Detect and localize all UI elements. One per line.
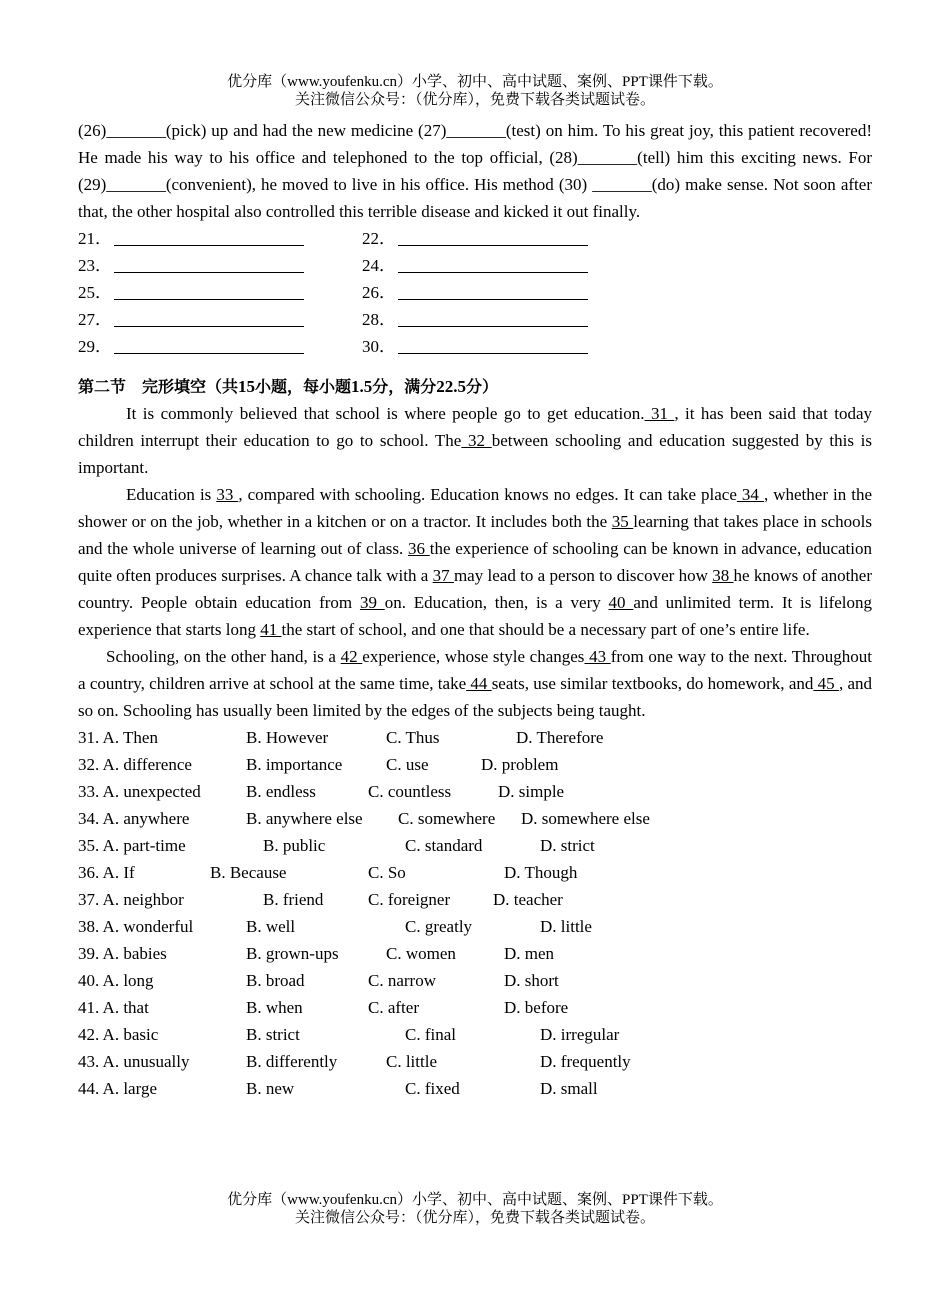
option-b: B. Because bbox=[210, 863, 287, 882]
blank-37: 37 bbox=[432, 566, 454, 585]
option-a: 41. A. that bbox=[78, 998, 149, 1017]
answer-row bbox=[78, 225, 872, 252]
answer-blank bbox=[114, 333, 304, 354]
option-b: B. friend bbox=[263, 890, 324, 909]
blank-43: 43 bbox=[584, 647, 611, 666]
answer-number: 21． bbox=[78, 229, 112, 248]
answer-number: 23． bbox=[78, 256, 112, 275]
header-line-1: 优分库（www.youfenku.cn）小学、初中、高中试题、案例、PPT课件下载。 bbox=[227, 74, 723, 90]
option-row bbox=[78, 859, 872, 886]
option-d: D. before bbox=[504, 998, 569, 1017]
option-b: B. grown-ups bbox=[246, 944, 339, 963]
answer-blank bbox=[398, 225, 588, 246]
option-c: C. narrow bbox=[368, 971, 436, 990]
answer-number: 24． bbox=[362, 256, 396, 275]
answer-blank bbox=[398, 306, 588, 327]
blank-31: 31 bbox=[644, 404, 675, 423]
option-a: 38. A. wonderful bbox=[78, 917, 194, 936]
option-b: B. differently bbox=[246, 1052, 338, 1071]
option-d: D. problem bbox=[481, 755, 559, 774]
option-c: C. countless bbox=[368, 782, 452, 801]
option-b: B. new bbox=[246, 1079, 295, 1098]
answer-blank bbox=[114, 225, 304, 246]
option-row bbox=[78, 886, 872, 913]
option-c: C. foreigner bbox=[368, 890, 451, 909]
option-row bbox=[78, 1048, 872, 1075]
option-c: C. greatly bbox=[405, 917, 473, 936]
cloze-paragraph-2: Education is 33 , compared with schooling. Education knows no edges. It can take place 34 , whether in the shower or on the job, whether in a kitchen or on a tractor. It includes both the 35 learning that takes place in schools and the whole universe of learning out of class. 36 the experience of schooling can be known in advance, education quite often produces surprises. A chance talk with a 37 may lead to a person to discover how 38 he knows of another country. People obtain education from 39 on. Education, then, is a very 40 and unlimited term. It is lifelong experience that starts long 41 the start of school, and one that should be a necessary part of one’s entire life. bbox=[78, 485, 873, 639]
option-c: C. use bbox=[386, 755, 429, 774]
option-d: D. Therefore bbox=[516, 728, 604, 747]
answer-blank bbox=[114, 279, 304, 300]
blank-34: 34 bbox=[736, 485, 764, 504]
option-c: C. So bbox=[368, 863, 406, 882]
option-row bbox=[78, 1021, 872, 1048]
option-b: B. strict bbox=[246, 1025, 300, 1044]
option-d: D. little bbox=[540, 917, 592, 936]
answer-number: 25． bbox=[78, 283, 112, 302]
footer-line-2: 关注微信公众号：（优分库），免费下载各类试题试卷。 bbox=[294, 1210, 655, 1226]
option-b: B. when bbox=[246, 998, 303, 1017]
option-b: B. endless bbox=[246, 782, 316, 801]
option-c: C. standard bbox=[405, 836, 483, 855]
option-c: C. little bbox=[386, 1052, 437, 1071]
option-row bbox=[78, 805, 872, 832]
option-a: 32. A. difference bbox=[78, 755, 192, 774]
option-d: D. Though bbox=[504, 863, 578, 882]
option-b: B. anywhere else bbox=[246, 809, 363, 828]
option-a: 36. A. If bbox=[78, 863, 135, 882]
option-row bbox=[78, 832, 872, 859]
header-line-2: 关注微信公众号：（优分库），免费下载各类试题试卷。 bbox=[294, 92, 655, 108]
answer-blank bbox=[398, 252, 588, 273]
option-a: 42. A. basic bbox=[78, 1025, 159, 1044]
option-c: C. somewhere bbox=[398, 809, 496, 828]
option-row bbox=[78, 778, 872, 805]
grammar-paragraph: (26)_______(pick) up and had the new medicine (27)_______(test) on him. To his great joy, this patient recovered! He made his way to his office and telephoned to the top official, (28)_______(tell) him this exciting news. For (29)_______(convenient), he moved to live in his office. His method (30) _______(do) make sense. Not soon after that, the other hospital also controlled this terrible disease and kicked it out finally. bbox=[78, 121, 872, 221]
option-row bbox=[78, 751, 872, 778]
option-c: C. after bbox=[368, 998, 419, 1017]
answer-number: 26． bbox=[362, 283, 396, 302]
option-d: D. irregular bbox=[540, 1025, 620, 1044]
answer-blank bbox=[398, 279, 588, 300]
option-a: 31. A. Then bbox=[78, 728, 158, 747]
option-b: B. well bbox=[246, 917, 296, 936]
option-a: 33. A. unexpected bbox=[78, 782, 201, 801]
option-a: 34. A. anywhere bbox=[78, 809, 190, 828]
page-footer bbox=[0, 1191, 950, 1227]
option-d: D. teacher bbox=[493, 890, 563, 909]
blank-44: 44 bbox=[466, 674, 492, 693]
answer-grid bbox=[78, 225, 872, 360]
option-a: 43. A. unusually bbox=[78, 1052, 190, 1071]
answer-number: 29． bbox=[78, 337, 112, 356]
option-c: C. fixed bbox=[405, 1079, 460, 1098]
blank-33: 33 bbox=[216, 485, 239, 504]
option-a: 35. A. part-time bbox=[78, 836, 186, 855]
option-b: B. broad bbox=[246, 971, 305, 990]
answer-number: 30． bbox=[362, 337, 396, 356]
blank-41: 41 bbox=[260, 620, 282, 639]
answer-blank bbox=[398, 333, 588, 354]
blank-32: 32 bbox=[461, 431, 492, 450]
option-c: C. women bbox=[386, 944, 456, 963]
option-d: D. simple bbox=[498, 782, 565, 801]
answer-row bbox=[78, 306, 872, 333]
option-row bbox=[78, 940, 872, 967]
option-row bbox=[78, 1075, 872, 1102]
cloze-paragraph-3: Schooling, on the other hand, is a 42 experience, whose style changes 43 from one way to the next. Throughout a country, children arrive at school at the same time, take 44 seats, use similar textbooks, do homework, and 45 , and so on. Schooling has usually been limited by the edges of the subjects being taught. bbox=[78, 647, 873, 720]
option-c: C. Thus bbox=[386, 728, 440, 747]
blank-40: 40 bbox=[608, 593, 634, 612]
option-a: 37. A. neighbor bbox=[78, 890, 184, 909]
blank-42: 42 bbox=[340, 647, 363, 666]
option-a: 40. A. long bbox=[78, 971, 154, 990]
option-row bbox=[78, 724, 872, 751]
answer-number: 22． bbox=[362, 229, 396, 248]
blank-45: 45 bbox=[813, 674, 839, 693]
page-header bbox=[0, 73, 950, 109]
option-d: D. strict bbox=[540, 836, 595, 855]
page-body bbox=[78, 117, 872, 1102]
option-row bbox=[78, 994, 872, 1021]
option-c: C. final bbox=[405, 1025, 456, 1044]
blank-39: 39 bbox=[359, 593, 385, 612]
option-a: 39. A. babies bbox=[78, 944, 167, 963]
option-a: 44. A. large bbox=[78, 1079, 158, 1098]
option-row bbox=[78, 967, 872, 994]
options-list bbox=[78, 724, 872, 1102]
answer-number: 28． bbox=[362, 310, 396, 329]
section-title: 第二节 完形填空（共15小题，每小题1.5分，满分22.5分） bbox=[78, 377, 499, 396]
option-d: D. men bbox=[504, 944, 555, 963]
blank-35: 35 bbox=[611, 512, 634, 531]
option-b: B. However bbox=[246, 728, 329, 747]
footer-line-1: 优分库（www.youfenku.cn）小学、初中、高中试题、案例、PPT课件下载。 bbox=[227, 1192, 723, 1208]
option-b: B. importance bbox=[246, 755, 343, 774]
option-row bbox=[78, 913, 872, 940]
answer-blank bbox=[114, 306, 304, 327]
answer-row bbox=[78, 333, 872, 360]
answer-number: 27． bbox=[78, 310, 112, 329]
blank-36: 36 bbox=[407, 539, 430, 558]
answer-blank bbox=[114, 252, 304, 273]
blank-38: 38 bbox=[712, 566, 734, 585]
option-d: D. short bbox=[504, 971, 559, 990]
answer-row bbox=[78, 252, 872, 279]
option-d: D. somewhere else bbox=[521, 809, 650, 828]
answer-row bbox=[78, 279, 872, 306]
option-b: B. public bbox=[263, 836, 326, 855]
option-d: D. small bbox=[540, 1079, 598, 1098]
cloze-paragraph-1: It is commonly believed that school is where people go to get education. 31 , it has been said that today children interrupt their education to go to school. The 32 between schooling and education suggested by this is important. bbox=[78, 404, 873, 477]
option-d: D. frequently bbox=[540, 1052, 631, 1071]
